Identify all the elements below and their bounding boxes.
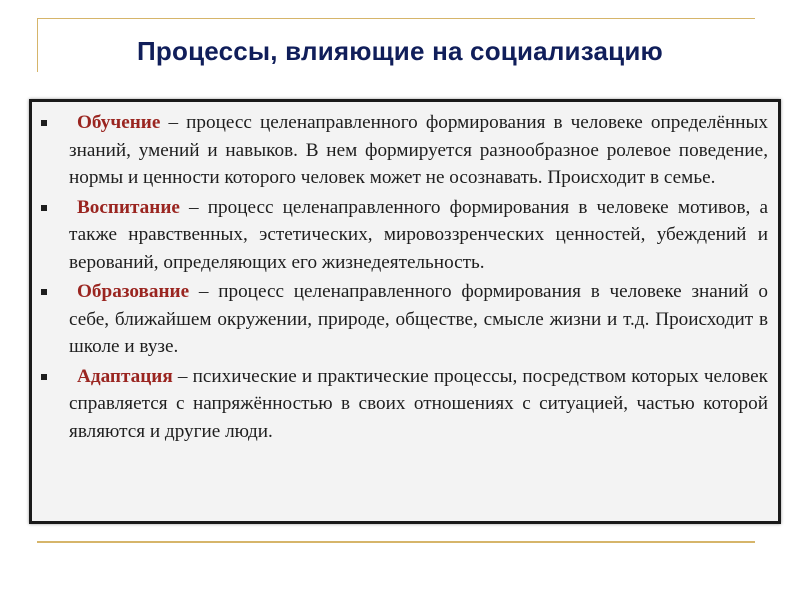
square-bullet-icon [41, 120, 47, 126]
list-item-adaptatsiya [40, 363, 768, 446]
definition-text: – процесс целенаправленного формирования в человеке определённых знаний, умений и навыков. В нем формируется разнообразное ролевое поведение, нормы и ценности которого человек может не осознавать. Происходит в семье. [69, 112, 768, 188]
definition-text: – процесс целенаправленного формирования в человеке мотивов, а также нравственных, эстетических, мировоззренческих ценностей, убеждений и верований, определяющих его жизнедеятельность. [69, 196, 768, 273]
square-bullet-icon [41, 205, 47, 211]
square-bullet-icon [41, 374, 47, 380]
definition-text: – психические и практические процессы, посредством которых человек справляется с напряжённостью в своих отношениях с ситуацией, частью которой являются и другие люди. [69, 365, 768, 442]
term-label: Адаптация [77, 365, 173, 387]
frame-top-line [37, 18, 755, 19]
frame-bottom-line [37, 541, 755, 543]
term-label: Обучение [77, 112, 161, 133]
definition-text: – процесс целенаправленного формирования в человеке знаний о себе, ближайшем окружении, природе, обществе, смысле жизни и т.д. Происходит в школе и вузе. [69, 281, 768, 357]
list-item-obuchenie [40, 109, 768, 192]
square-bullet-icon [41, 289, 47, 295]
term-label: Воспитание [77, 196, 180, 218]
list-item-vospitanie [40, 194, 768, 277]
slide-title: Процессы, влияющие на социализацию [137, 36, 663, 66]
content-box [29, 99, 781, 524]
term-label: Образование [77, 281, 190, 302]
definition-list [40, 109, 768, 445]
list-item-obrazovanie [40, 278, 768, 361]
